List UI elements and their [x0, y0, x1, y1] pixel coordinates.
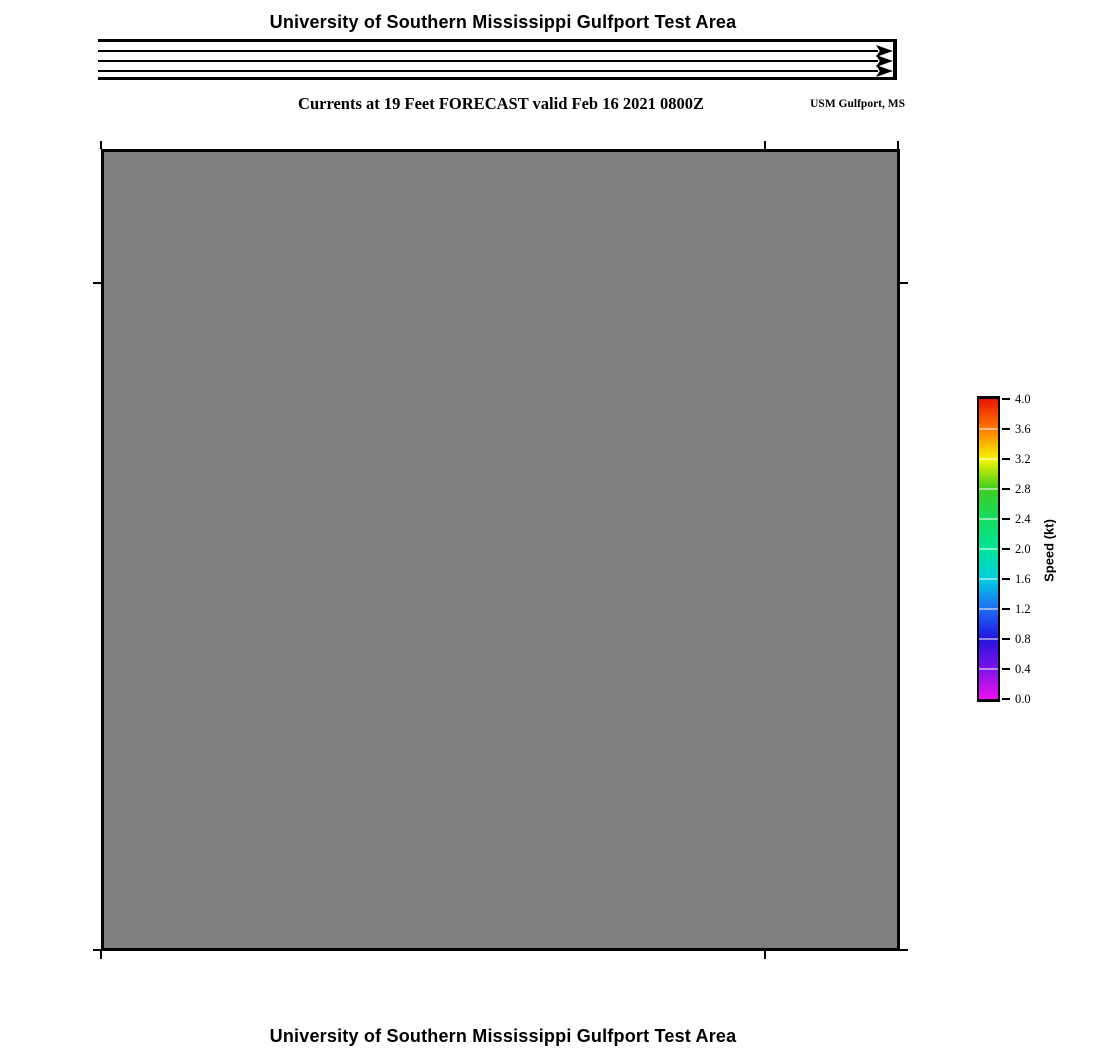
colorbar-tick-label: 0.8: [1015, 632, 1031, 646]
colorbar-segment-line: [979, 518, 998, 520]
map-tick-top: [100, 141, 102, 149]
colorbar-tick-label: 2.4: [1015, 512, 1031, 526]
colorbar-tick-mark: [1002, 548, 1010, 550]
colorbar-tick-label: 3.6: [1015, 422, 1031, 436]
colorbar-segment-line: [979, 608, 998, 610]
station-label: USM Gulfport, MS: [810, 98, 905, 110]
colorbar-tick-label: 1.6: [1015, 572, 1031, 586]
colorbar-tick-mark: [1002, 698, 1010, 700]
colorbar-tick-label: 4.0: [1015, 392, 1031, 406]
colorbar-axis-label: Speed (kt): [1041, 519, 1057, 582]
colorbar-segment-line: [979, 668, 998, 670]
colorbar-tick-mark: [1002, 668, 1010, 670]
colorbar-tick-label: 0.0: [1015, 692, 1031, 706]
colorbar-tick-mark: [1002, 458, 1010, 460]
colorbar-tick-label: 0.4: [1015, 662, 1031, 676]
colorbar-segment-line: [979, 428, 998, 430]
colorbar-tick-label: 1.2: [1015, 602, 1031, 616]
current-arrow-shaft: [98, 70, 878, 72]
current-vector-legend: [98, 39, 897, 80]
right-arrow-icon: [876, 65, 893, 77]
map-tick-right: [900, 949, 908, 951]
map-tick-bottom: [100, 951, 102, 959]
colorbar-tick-mark: [1002, 398, 1010, 400]
colorbar-tick-mark: [1002, 638, 1010, 640]
colorbar-tick-label: 2.0: [1015, 542, 1031, 556]
colorbar-gradient: [977, 396, 1000, 702]
colorbar-tick-label: 2.8: [1015, 482, 1031, 496]
colorbar-tick-mark: [1002, 608, 1010, 610]
page-title: University of Southern Mississippi Gulfport Test Area: [269, 12, 737, 32]
map-tick-top: [764, 141, 766, 149]
right-arrow-icon: [876, 45, 893, 57]
right-arrow-icon: [876, 55, 893, 67]
colorbar-tick-mark: [1002, 578, 1010, 580]
footer-title: University of Southern Mississippi Gulfport Test Area: [269, 1026, 737, 1046]
map-tick-right: [900, 282, 908, 284]
current-arrow-shaft: [98, 60, 878, 62]
colorbar-tick-mark: [1002, 518, 1010, 520]
map-tick-left: [93, 282, 101, 284]
colorbar-segment-line: [979, 578, 998, 580]
map-tick-bottom: [764, 951, 766, 959]
colorbar-tick-label: 3.2: [1015, 452, 1031, 466]
colorbar-tick-mark: [1002, 428, 1010, 430]
colorbar-segment-line: [979, 638, 998, 640]
colorbar-segment-line: [979, 548, 998, 550]
map-tick-top: [897, 141, 899, 149]
map-area: [101, 149, 900, 951]
current-arrow-shaft: [98, 50, 878, 52]
forecast-subtitle: Currents at 19 Feet FORECAST valid Feb 16 2021 0800Z: [298, 94, 704, 113]
map-tick-left: [93, 949, 101, 951]
colorbar-segment-line: [979, 458, 998, 460]
colorbar-segment-line: [979, 488, 998, 490]
colorbar-tick-mark: [1002, 488, 1010, 490]
